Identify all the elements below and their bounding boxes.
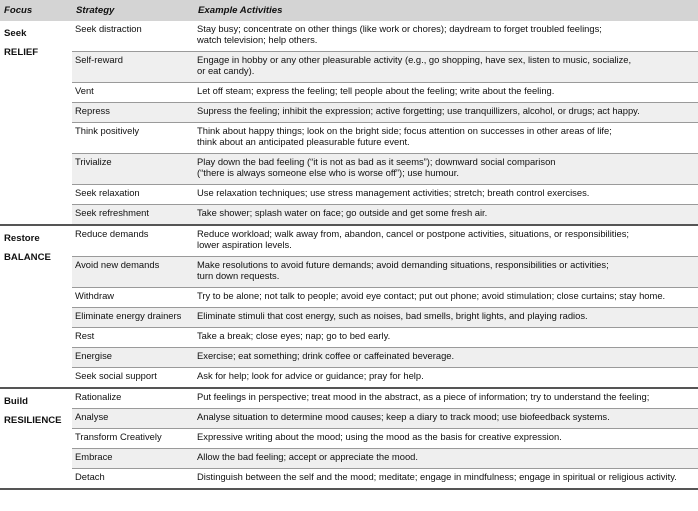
strategy-cell: Seek social support (72, 368, 194, 389)
example-line: Expressive writing about the mood; using the mood as the basis for creative expression. (197, 431, 562, 442)
example-line: Play down the bad feeling (“it is not as bad as it seems”); downward social comparison (197, 156, 556, 167)
strategy-cell: Repress (72, 103, 194, 123)
example-line: Ask for help; look for advice or guidance; pray for help. (197, 370, 424, 381)
strategy-cell: Analyse (72, 409, 194, 429)
examples-cell (194, 328, 698, 348)
strategy-cell: Reduce demands (72, 225, 194, 257)
table-row (0, 185, 698, 205)
focus-line1: Seek (4, 28, 27, 39)
strategy-cell: Withdraw (72, 288, 194, 308)
examples-cell (194, 83, 698, 103)
table-row (0, 225, 698, 257)
example-line: (“there is always someone else who is worse off”); use humour. (197, 167, 459, 179)
header-focus: Focus (0, 0, 72, 21)
examples-cell (194, 21, 698, 52)
table-row (0, 449, 698, 469)
examples-cell (194, 52, 698, 83)
focus-line2: BALANCE (4, 251, 51, 263)
examples-cell (194, 288, 698, 308)
focus-line2: RESILIENCE (4, 414, 62, 426)
example-line: Engage in hobby or any other pleasurable activity (e.g., go shopping, have sex, listen to music, socialize, (197, 54, 632, 65)
strategy-cell: Vent (72, 83, 194, 103)
strategy-cell: Seek relaxation (72, 185, 194, 205)
example-line: Make resolutions to avoid future demands; avoid demanding situations, responsibilities or activities; (197, 259, 609, 270)
examples-cell (194, 348, 698, 368)
table-row (0, 123, 698, 154)
examples-cell (194, 308, 698, 328)
example-line: lower aspiration levels. (197, 239, 292, 251)
example-line: Stay busy; concentrate on other things (like work or chores); daydream to forget troubled feelings; (197, 23, 602, 34)
strategy-cell: Rationalize (72, 388, 194, 409)
table-row (0, 429, 698, 449)
strategy-cell: Seek refreshment (72, 205, 194, 226)
header-row (0, 0, 698, 21)
examples-cell (194, 205, 698, 226)
strategy-cell: Embrace (72, 449, 194, 469)
table-row (0, 288, 698, 308)
example-line: turn down requests. (197, 270, 280, 282)
strategy-cell: Think positively (72, 123, 194, 154)
strategy-cell: Detach (72, 469, 194, 490)
example-line: Think about happy things; look on the bright side; focus attention on successes in other areas of life; (197, 125, 612, 136)
focus-line1: Restore (4, 233, 40, 244)
example-line: Try to be alone; not talk to people; avoid eye contact; put out phone; avoid stimulation; close curtains; stay home. (197, 290, 666, 301)
table-row (0, 21, 698, 52)
table-row (0, 368, 698, 389)
table-row (0, 348, 698, 368)
table-body (0, 21, 698, 489)
focus-cell (0, 388, 72, 489)
table-row (0, 328, 698, 348)
example-line: Let off steam; express the feeling; tell people about the feeling; write about the feeling. (197, 85, 555, 96)
strategy-cell: Rest (72, 328, 194, 348)
examples-cell (194, 103, 698, 123)
table-row (0, 83, 698, 103)
example-line: Eliminate stimuli that cost energy, such as noises, bad smells, bright lights, and playing radios. (197, 310, 588, 321)
example-line: Reduce workload; walk away from, abandon, cancel or postpone activities, situations, or responsibilities; (197, 228, 629, 239)
table-row (0, 154, 698, 185)
examples-cell (194, 449, 698, 469)
strategy-cell: Eliminate energy drainers (72, 308, 194, 328)
example-line: watch television; help others. (197, 34, 318, 46)
table-row (0, 469, 698, 490)
example-line: Supress the feeling; inhibit the expression; active forgetting; use tranquillizers, alcohol, or drugs; act happy. (197, 105, 640, 116)
example-line: think about an anticipated pleasurable future event. (197, 136, 410, 148)
examples-cell (194, 154, 698, 185)
example-line: Allow the bad feeling; accept or appreciate the mood. (197, 451, 418, 462)
focus-cell (0, 225, 72, 388)
example-line: or eat candy). (197, 65, 255, 77)
table-row (0, 409, 698, 429)
example-line: Take a break; close eyes; nap; go to bed early. (197, 330, 391, 341)
header-examples: Example Activities (194, 0, 698, 21)
example-line: Take shower; splash water on face; go outside and get some fresh air. (197, 207, 488, 218)
header-strategy: Strategy (72, 0, 194, 21)
example-line: Use relaxation techniques; use stress management activities; stretch; breath control exercises. (197, 187, 590, 198)
table-row (0, 103, 698, 123)
example-line: Analyse situation to determine mood causes; keep a diary to track mood; use biofeedback systems. (197, 411, 610, 422)
focus-cell (0, 21, 72, 225)
table-row (0, 257, 698, 288)
example-line: Exercise; eat something; drink coffee or caffeinated beverage. (197, 350, 455, 361)
table-row (0, 52, 698, 83)
strategy-cell: Seek distraction (72, 21, 194, 52)
examples-cell (194, 388, 698, 409)
strategy-cell: Transform Creatively (72, 429, 194, 449)
examples-cell (194, 469, 698, 490)
table-row (0, 388, 698, 409)
table-row (0, 308, 698, 328)
strategy-cell: Self-reward (72, 52, 194, 83)
examples-cell (194, 368, 698, 389)
example-line: Distinguish between the self and the mood; meditate; engage in mindfulness; engage in spiritual or religious activity. (197, 471, 677, 482)
strategy-cell: Trivialize (72, 154, 194, 185)
examples-cell (194, 409, 698, 429)
examples-cell (194, 257, 698, 288)
examples-cell (194, 225, 698, 257)
strategy-cell: Avoid new demands (72, 257, 194, 288)
table-row (0, 205, 698, 226)
strategy-cell: Energise (72, 348, 194, 368)
examples-cell (194, 429, 698, 449)
focus-line1: Build (4, 396, 28, 407)
example-line: Put feelings in perspective; treat mood in the abstract, as a piece of information; try to understand the feeling; (197, 391, 650, 402)
examples-cell (194, 185, 698, 205)
examples-cell (194, 123, 698, 154)
focus-line2: RELIEF (4, 46, 39, 58)
